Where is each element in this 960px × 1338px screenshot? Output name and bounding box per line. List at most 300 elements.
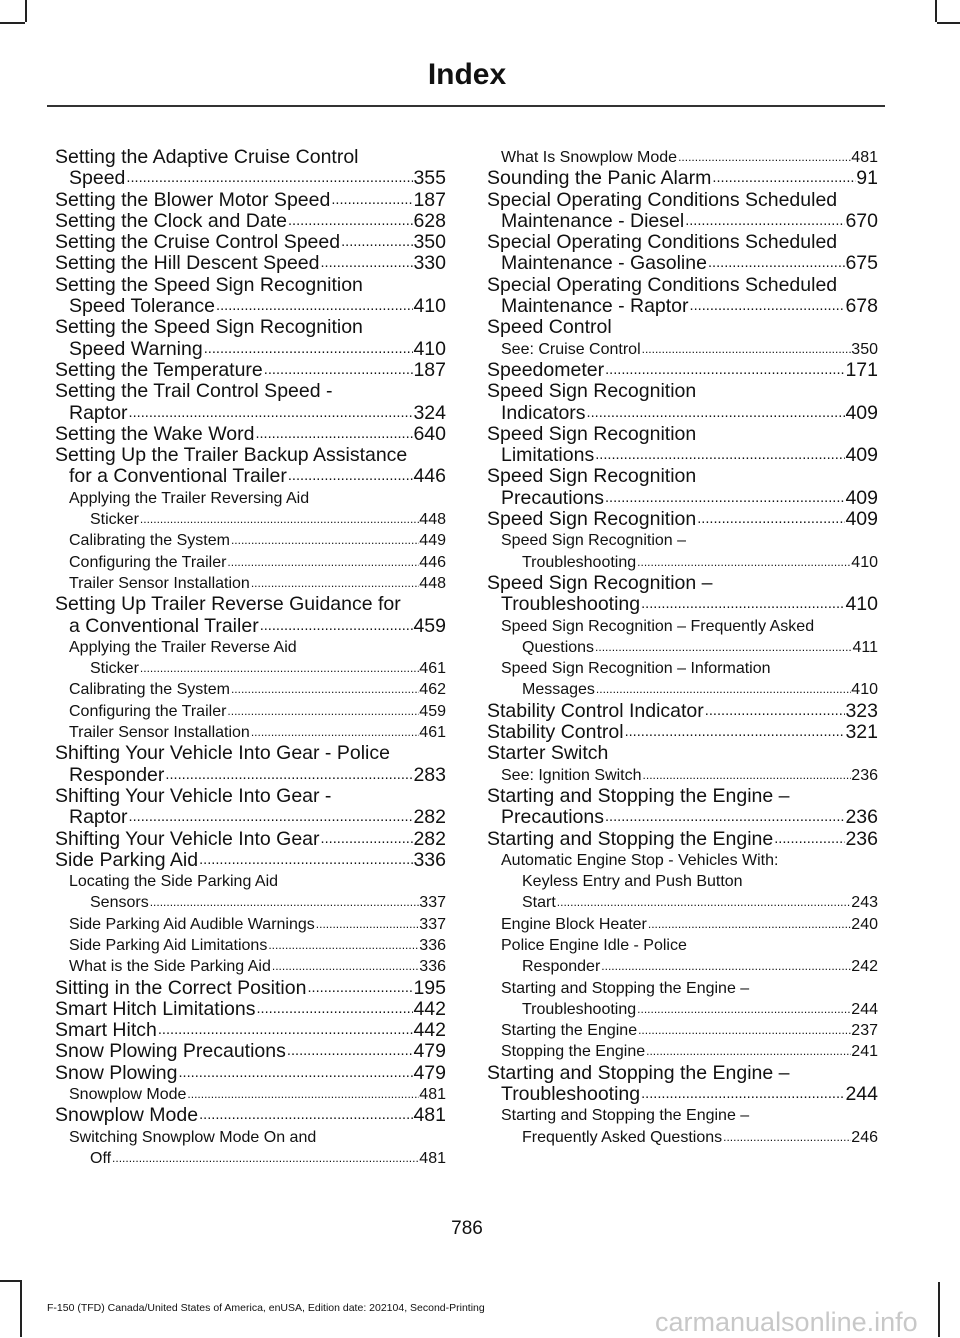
entry-line — [55, 296, 446, 317]
entry-line — [487, 1084, 878, 1105]
page-reference[interactable]: 409 — [845, 508, 878, 531]
dot-leader — [704, 701, 846, 722]
entry-line — [487, 424, 878, 445]
entry-line — [69, 509, 446, 530]
entry-line — [487, 1063, 878, 1084]
page-reference[interactable]: 236 — [845, 827, 878, 850]
entry-line — [501, 1127, 878, 1148]
index-subentry — [487, 850, 878, 914]
page-reference[interactable]: 237 — [851, 1022, 878, 1040]
dot-leader — [604, 488, 845, 509]
page-reference[interactable]: 336 — [419, 958, 446, 976]
page-reference[interactable]: 282 — [413, 827, 446, 850]
entry-text: Starting and Stopping the Engine – — [501, 1107, 750, 1125]
index-subentry — [487, 765, 878, 786]
dot-leader — [556, 892, 852, 913]
entry-line — [69, 722, 446, 743]
page-reference[interactable]: 481 — [419, 1086, 446, 1104]
index-subentry — [487, 1020, 878, 1041]
page-reference[interactable]: 442 — [413, 1019, 446, 1042]
dot-leader — [640, 594, 845, 615]
entry-text: Calibrating the System — [69, 681, 230, 699]
index-entry — [487, 1063, 878, 1106]
entry-text: a Conventional Trailer — [69, 614, 259, 637]
entry-text: Starting and Stopping the Engine – — [487, 1061, 790, 1084]
entry-text: Side Parking Aid Audible Warnings — [69, 915, 315, 933]
entry-text: See: Cruise Control — [501, 340, 641, 358]
dot-leader — [203, 339, 414, 360]
page-reference[interactable]: 242 — [851, 958, 878, 976]
page-reference[interactable]: 461 — [419, 724, 446, 742]
entry-text: Automatic Engine Stop - Vehicles With: — [501, 851, 779, 869]
entry-text: Responder — [522, 958, 601, 976]
page-reference[interactable]: 244 — [851, 1000, 878, 1018]
dot-leader — [286, 1041, 414, 1062]
page-reference[interactable]: 337 — [419, 894, 446, 912]
entry-line — [69, 956, 446, 977]
entry-text: Setting the Wake Word — [55, 422, 255, 445]
entry-text: See: Ignition Switch — [501, 766, 642, 784]
entry-text: Switching Snowplow Mode On and — [69, 1128, 317, 1146]
index-subentry — [487, 914, 878, 935]
dot-leader — [186, 1084, 419, 1105]
index-subentry — [55, 1127, 446, 1170]
index-entry — [55, 253, 446, 274]
entry-text: Setting the Adaptive Cruise Control — [55, 146, 359, 168]
entry-text: Precautions — [501, 486, 604, 509]
entry-line — [55, 317, 446, 338]
index-subentry — [55, 935, 446, 956]
index-entry — [55, 999, 446, 1020]
entry-line — [487, 317, 878, 338]
entry-line — [55, 978, 446, 999]
entry-line — [487, 296, 878, 317]
index-entry — [55, 381, 446, 424]
entry-text: Applying the Trailer Reverse Aid — [69, 638, 297, 656]
entry-line — [487, 360, 878, 381]
crop-mark — [0, 1280, 20, 1282]
watermark: carmanualsonline.info — [655, 1307, 918, 1337]
entry-text: Speed Sign Recognition — [487, 465, 697, 488]
dot-leader — [139, 509, 419, 530]
page-reference[interactable]: 481 — [419, 1149, 446, 1167]
page-reference[interactable]: 448 — [419, 511, 446, 529]
entry-text: Special Operating Conditions Scheduled — [487, 231, 838, 254]
entry-text: Messages — [522, 681, 595, 699]
entry-line — [69, 552, 446, 573]
index-subentry — [487, 658, 878, 701]
entry-text: Setting the Blower Motor Speed — [55, 188, 331, 211]
index-entry — [55, 190, 446, 211]
page-reference[interactable]: 236 — [851, 766, 878, 784]
entry-text: Snowplow Mode — [55, 1104, 199, 1127]
footer-edition: F-150 (TFD) Canada/United States of America, enUSA, Edition date: 202104, Second-Printing — [47, 1302, 485, 1314]
index-entry — [487, 786, 878, 829]
index-subentry — [487, 147, 878, 168]
entry-line — [55, 765, 446, 786]
page-reference[interactable]: 283 — [413, 763, 446, 786]
dot-leader — [624, 722, 846, 743]
dot-leader — [586, 403, 846, 424]
page-reference[interactable]: 350 — [851, 340, 878, 358]
entry-line — [487, 786, 878, 807]
entry-text: Police Engine Idle - Police — [501, 936, 687, 954]
entry-line — [501, 1105, 878, 1126]
entry-text: Setting the Hill Descent Speed — [55, 252, 320, 275]
entry-text: Stability Control Indicator — [487, 699, 704, 722]
entry-line — [69, 892, 446, 913]
page-number: 786 — [451, 1218, 483, 1239]
page-reference[interactable]: 678 — [845, 295, 878, 318]
dot-leader — [306, 978, 413, 999]
index-entry — [487, 701, 878, 722]
page-reference[interactable]: 240 — [851, 915, 878, 933]
page-reference[interactable]: 479 — [413, 1061, 446, 1084]
entry-line — [69, 679, 446, 700]
entry-line — [55, 445, 446, 466]
entry-text: Snow Plowing Precautions — [55, 1040, 286, 1063]
crop-mark — [935, 0, 937, 22]
entry-line — [69, 1084, 446, 1105]
page-reference[interactable]: 409 — [845, 486, 878, 509]
dot-leader — [330, 190, 413, 211]
page-reference[interactable]: 410 — [413, 295, 446, 318]
dot-leader — [684, 211, 845, 232]
dot-leader — [645, 1041, 851, 1062]
index-subentry — [55, 914, 446, 935]
entry-line — [55, 466, 446, 487]
entry-text: Smart Hitch Limitations — [55, 997, 256, 1020]
entry-text: Sounding the Panic Alarm — [487, 167, 712, 190]
entry-line — [501, 637, 878, 658]
entry-line — [55, 381, 446, 402]
dot-leader — [636, 552, 851, 573]
entry-text: Starting and Stopping the Engine – — [487, 784, 790, 807]
page-reference[interactable]: 355 — [413, 167, 446, 190]
index-entry — [55, 786, 446, 829]
entry-line — [69, 658, 446, 679]
entry-line — [55, 339, 446, 360]
entry-text: Setting Up the Trailer Backup Assistance — [55, 444, 408, 467]
entry-line — [501, 679, 878, 700]
entry-line — [55, 786, 446, 807]
index-subentry — [487, 935, 878, 978]
page-reference[interactable]: 241 — [851, 1043, 878, 1061]
page-reference[interactable]: 324 — [413, 401, 446, 424]
entry-line — [55, 190, 446, 211]
dot-leader — [604, 360, 845, 381]
crop-mark — [0, 22, 25, 24]
page-reference[interactable]: 244 — [845, 1083, 878, 1106]
page-reference[interactable]: 481 — [413, 1104, 446, 1127]
page-reference[interactable]: 187 — [413, 358, 446, 381]
page-reference[interactable]: 236 — [845, 806, 878, 829]
entry-line — [501, 147, 878, 168]
entry-line — [55, 253, 446, 274]
dot-leader — [647, 914, 851, 935]
index-subentry — [55, 679, 446, 700]
entry-line — [487, 722, 878, 743]
entry-text: Speed Control — [487, 316, 612, 339]
dot-leader — [594, 445, 845, 466]
page-reference[interactable]: 195 — [413, 976, 446, 999]
entry-line — [501, 935, 878, 956]
entry-text: Starting and Stopping the Engine — [487, 827, 774, 850]
page-reference[interactable]: 459 — [413, 614, 446, 637]
entry-text: What is the Side Parking Aid — [69, 958, 271, 976]
page-reference[interactable]: 628 — [413, 209, 446, 232]
page-reference[interactable]: 675 — [845, 252, 878, 275]
index-column-right — [487, 147, 878, 1148]
dot-leader — [125, 168, 413, 189]
page-reference[interactable]: 282 — [413, 806, 446, 829]
dot-leader — [595, 679, 851, 700]
entry-line — [69, 488, 446, 509]
dot-leader — [271, 956, 419, 977]
index-subentry — [55, 530, 446, 551]
dot-leader — [215, 296, 413, 317]
entry-line — [501, 765, 878, 786]
index-entry — [55, 1020, 446, 1041]
dot-leader — [157, 1020, 414, 1041]
entry-line — [55, 360, 446, 381]
dot-leader — [707, 253, 846, 274]
dot-leader — [198, 1105, 413, 1126]
page-reference[interactable]: 91 — [856, 167, 878, 190]
page-reference[interactable]: 410 — [413, 337, 446, 360]
entry-text: Troubleshooting — [522, 553, 637, 571]
page-reference[interactable]: 449 — [419, 532, 446, 550]
entry-line — [69, 637, 446, 658]
entry-line — [501, 1020, 878, 1041]
entry-text: Trailer Sensor Installation — [69, 574, 250, 592]
page-reference[interactable]: 171 — [845, 358, 878, 381]
entry-text: Speed Sign Recognition – Information — [501, 660, 771, 678]
page-reference[interactable]: 246 — [851, 1128, 878, 1146]
entry-text: Sticker — [90, 511, 139, 529]
entry-line — [69, 530, 446, 551]
entry-line — [55, 424, 446, 445]
dot-leader — [263, 360, 414, 381]
entry-line — [69, 573, 446, 594]
page-reference[interactable]: 321 — [845, 721, 878, 744]
page-reference[interactable]: 410 — [851, 553, 878, 571]
entry-text: Indicators — [501, 401, 586, 424]
entry-text: Setting the Speed Sign Recognition — [55, 316, 363, 339]
entry-text: Side Parking Aid Limitations — [69, 936, 268, 954]
index-subentry — [487, 339, 878, 360]
dot-leader — [711, 168, 856, 189]
entry-text: Maintenance - Diesel — [501, 209, 685, 232]
index-entry — [55, 594, 446, 637]
page-reference[interactable]: 410 — [845, 593, 878, 616]
entry-text: Sensors — [90, 894, 149, 912]
crop-mark — [938, 1282, 940, 1337]
index-entry — [55, 829, 446, 850]
dot-leader — [226, 701, 419, 722]
entry-text: Applying the Trailer Reversing Aid — [69, 489, 310, 507]
page-reference[interactable]: 323 — [845, 699, 878, 722]
dot-leader — [250, 573, 419, 594]
index-entry — [55, 275, 446, 318]
entry-line — [55, 147, 446, 168]
entry-text: Troubleshooting — [501, 1083, 641, 1106]
entry-line — [487, 232, 878, 253]
page-title: Index — [427, 58, 507, 91]
entry-text: Locating the Side Parking Aid — [69, 873, 279, 891]
dot-leader — [164, 765, 413, 786]
entry-text: Troubleshooting — [522, 1000, 637, 1018]
entry-text: Snowplow Mode — [69, 1086, 187, 1104]
entry-text: Speed Sign Recognition — [487, 422, 697, 445]
index-subentry — [487, 1105, 878, 1148]
page-reference[interactable]: 330 — [413, 252, 446, 275]
dot-leader — [259, 616, 414, 637]
entry-text: Maintenance - Gasoline — [501, 252, 707, 275]
entry-line — [487, 807, 878, 828]
entry-line — [55, 1041, 446, 1062]
entry-line — [487, 701, 878, 722]
entry-text: Configuring the Trailer — [69, 702, 227, 720]
index-subentry — [55, 637, 446, 680]
dot-leader — [139, 658, 419, 679]
index-subentry — [55, 552, 446, 573]
entry-line — [487, 509, 878, 530]
page-reference[interactable]: 409 — [845, 444, 878, 467]
dot-leader — [340, 232, 413, 253]
entry-text: Sitting in the Correct Position — [55, 976, 307, 999]
entry-text: Speed Sign Recognition – — [487, 571, 713, 594]
page-reference[interactable]: 337 — [419, 915, 446, 933]
dot-leader — [677, 147, 851, 168]
entry-text: Speed — [69, 167, 126, 190]
dot-leader — [320, 829, 414, 850]
entry-text: Troubleshooting — [501, 593, 641, 616]
entry-line — [501, 339, 878, 360]
entry-line — [55, 232, 446, 253]
dot-leader — [636, 999, 851, 1020]
index-entry — [487, 317, 878, 338]
entry-text: What Is Snowplow Mode — [501, 149, 678, 166]
entry-text: Raptor — [69, 806, 128, 829]
page-reference[interactable]: 446 — [419, 553, 446, 571]
entry-text: Setting Up Trailer Reverse Guidance for — [55, 593, 401, 616]
page-reference[interactable]: 481 — [851, 149, 878, 166]
page-reference[interactable]: 442 — [413, 997, 446, 1020]
index-entry — [55, 232, 446, 253]
index-entry — [487, 509, 878, 530]
entry-line — [55, 829, 446, 850]
dot-leader — [642, 765, 852, 786]
entry-text: Starting the Engine — [501, 1022, 638, 1040]
entry-line — [501, 999, 878, 1020]
entry-line — [55, 1063, 446, 1084]
dot-leader — [128, 807, 414, 828]
index-entry — [487, 232, 878, 275]
entry-text: Speedometer — [487, 358, 605, 381]
page-reference[interactable]: 410 — [851, 681, 878, 699]
entry-line — [487, 743, 878, 764]
page-reference[interactable]: 350 — [413, 231, 446, 254]
entry-line — [501, 892, 878, 913]
page-reference[interactable]: 670 — [845, 209, 878, 232]
index-column-left — [55, 147, 446, 1169]
entry-line — [487, 253, 878, 274]
dot-leader — [149, 892, 420, 913]
entry-line — [487, 829, 878, 850]
dot-leader — [640, 1084, 845, 1105]
entry-line — [501, 658, 878, 679]
page-reference[interactable]: 187 — [413, 188, 446, 211]
entry-line — [501, 552, 878, 573]
page-reference[interactable]: 640 — [413, 422, 446, 445]
page-reference[interactable]: 446 — [413, 465, 446, 488]
dot-leader — [128, 403, 414, 424]
entry-text: Special Operating Conditions Scheduled — [487, 188, 838, 211]
entry-text: Setting the Temperature — [55, 358, 263, 381]
dot-leader — [254, 424, 413, 445]
dot-leader — [177, 1063, 413, 1084]
entry-line — [487, 594, 878, 615]
entry-text: Precautions — [501, 806, 604, 829]
page-reference[interactable]: 448 — [419, 574, 446, 592]
page-reference[interactable]: 462 — [419, 681, 446, 699]
page-reference[interactable]: 336 — [413, 848, 446, 871]
page-reference[interactable]: 336 — [419, 936, 446, 954]
entry-line — [487, 211, 878, 232]
entry-line — [55, 1105, 446, 1126]
dot-leader — [641, 339, 852, 360]
entry-line — [487, 403, 878, 424]
index-entry — [487, 743, 878, 764]
entry-text: for a Conventional Trailer — [69, 465, 287, 488]
page-reference[interactable]: 479 — [413, 1040, 446, 1063]
page-reference[interactable]: 409 — [845, 401, 878, 424]
index-subentry — [55, 701, 446, 722]
index-entry — [487, 722, 878, 743]
entry-line — [501, 956, 878, 977]
entry-text: Responder — [69, 763, 165, 786]
entry-line — [501, 914, 878, 935]
entry-line — [501, 850, 878, 871]
index-entry — [55, 1105, 446, 1126]
index-subentry — [487, 1041, 878, 1062]
entry-text: Speed Sign Recognition – — [501, 532, 687, 550]
dot-leader — [637, 1020, 851, 1041]
index-entry — [55, 1063, 446, 1084]
entry-line — [69, 1148, 446, 1169]
index-entry — [55, 424, 446, 445]
index-subentry — [487, 616, 878, 659]
index-subentry — [487, 530, 878, 573]
page-reference[interactable]: 243 — [851, 894, 878, 912]
entry-line — [55, 211, 446, 232]
entry-text: Setting the Speed Sign Recognition — [55, 273, 363, 296]
page-reference[interactable]: 411 — [852, 638, 878, 656]
entry-line — [69, 914, 446, 935]
entry-text: Frequently Asked Questions — [522, 1128, 723, 1146]
index-subentry — [55, 1084, 446, 1105]
entry-line — [501, 871, 878, 892]
index-entry — [55, 211, 446, 232]
dot-leader — [315, 914, 420, 935]
entry-line — [69, 871, 446, 892]
page-reference[interactable]: 461 — [419, 660, 446, 678]
dot-leader — [594, 637, 852, 658]
entry-text: Special Operating Conditions Scheduled — [487, 273, 838, 296]
header-rule — [47, 105, 885, 107]
page-reference[interactable]: 459 — [419, 702, 446, 720]
